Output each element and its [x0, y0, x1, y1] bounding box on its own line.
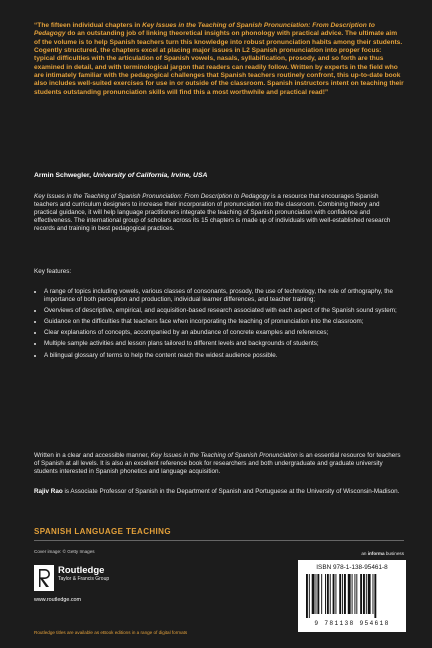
- barcode-number: 9 781138 954618: [314, 620, 390, 627]
- closing-book-title: Key Issues in the Teaching of Spanish Pronunciation: [150, 452, 298, 459]
- barcode-stripe: [335, 574, 336, 614]
- publisher-block: [58, 566, 109, 583]
- barcode-stripe: [312, 574, 315, 614]
- barcode-stripe: [321, 574, 322, 614]
- barcode-stripe: [344, 574, 346, 614]
- endorser-name: Armin Schwegler,: [34, 172, 93, 179]
- barcode-stripe: [325, 574, 326, 614]
- barcode-stripe: [306, 574, 308, 618]
- endorsement-quote: [34, 22, 404, 97]
- author-bio: [34, 488, 404, 496]
- routledge-r-logo-icon: [34, 565, 54, 591]
- ebook-footer-note: Routledge titles are available as eBook editions in a range of digital formats: [34, 630, 188, 635]
- informa-prefix: an: [361, 551, 368, 556]
- barcode-stripe: [360, 574, 362, 614]
- isbn-label: ISBN 978-1-138-95461-8: [316, 564, 388, 571]
- key-feature-item: • A range of topics including vowels, various classes of consonants, prosody, the use of technology, the role of orthography, the importance of both perception and production, individual learner differences, and teacher training;: [44, 288, 414, 304]
- closing-paragraph: [34, 452, 404, 476]
- endorsement-text-rest: do an outstanding job of linking theoretical insights on phonology with practical advice. The ultimate aim of the volume is to help Spanish teachers turn this knowledge into robust pronunciation habits among their students. Cogently structured, the chapters excel at placing major issues in L2 Spanish pronunciation into proper focus: typical difficulties with the articulation of Spanish vowels, nasals, syllabification, prosody, and so forth are thus examined in detail, and with terminological jargon that readers can readily follow. Written by experts in the field who are intimately familiar with the pedagogical challenges that Spanish teachers routinely confront, this up-to-date book also includes well-suited exercises for use in or outside of the classroom. Spanish instructors intent on teaching their students outstanding pronunciation skills will find this a most worthwhile and practical read!”: [34, 30, 404, 96]
- endorsement-attribution: [34, 172, 404, 179]
- endorsement-book-title: Key Issues in the Teaching of Spanish Pronunciation: From Description to Pedagogy: [34, 22, 375, 38]
- book-description: [34, 193, 404, 233]
- key-feature-item: • Multiple sample activities and lesson plans tailored to different levels and backgrounds of students;: [44, 340, 414, 348]
- publisher-group: Taylor & Francis Group: [58, 576, 110, 582]
- barcode-stripe: [368, 574, 371, 614]
- divider: [34, 540, 404, 541]
- closing-text-start: Written in a clear and accessible manner,: [34, 452, 151, 459]
- barcode-stripe: [373, 574, 374, 614]
- key-feature-item: • Overviews of descriptive, empirical, and acquisition-based research associated with each aspect of the Spanish sound system;: [44, 307, 414, 315]
- barcode-stripe: [327, 574, 329, 614]
- barcode-panel: [298, 560, 406, 632]
- author-bio-text: is Associate Professor of Spanish in the Department of Spanish and Portuguese at the University of Wisconsin-Madison.: [62, 488, 400, 495]
- key-features-list: [34, 288, 414, 363]
- key-features-heading: Key features:: [34, 268, 72, 275]
- barcode-stripe: [339, 574, 341, 614]
- key-feature-item: • Guidance on the difficulties that teachers face when incorporating the teaching of pronunciation into the classroom;: [44, 318, 414, 326]
- barcode-stripe: [352, 574, 353, 614]
- series-name: SPANISH LANGUAGE TEACHING: [34, 527, 171, 536]
- informa-brand: informa: [367, 551, 385, 556]
- endorsement-text-start: “The fifteen individual chapters in: [34, 22, 143, 29]
- informa-tagline: [361, 551, 404, 556]
- key-feature-item: • Clear explanations of concepts, accompanied by an abundance of concrete examples and references;: [44, 329, 414, 337]
- barcode-stripe: [374, 574, 376, 618]
- endorser-affiliation: University of California, Irvine, USA: [92, 172, 208, 179]
- barcode-stripe: [333, 574, 335, 614]
- barcode-stripe: [330, 574, 331, 614]
- author-name: Rajiv Rao: [34, 488, 63, 495]
- publisher-name: Routledge: [58, 565, 105, 576]
- publisher-website[interactable]: www.routledge.com: [34, 597, 82, 603]
- cover-image-credit: Cover image: © Getty Images: [34, 549, 95, 554]
- barcode-stripe: [366, 574, 367, 614]
- description-text: is a resource that encourages Spanish teachers and curriculum designers to increase their incorporation of pronunciation into the classroom. Combining theory and practical guidance, it will help language practitioners integrate the teaching of Spanish pronunciation with confidence and effectiveness. The international group of scholars across its 15 chapters is made up of individuals with well-established research records and training in best pedagogical practices.: [34, 193, 391, 233]
- barcode-icon: [304, 574, 400, 618]
- barcode-stripe: [316, 574, 317, 614]
- barcode-stripe: [309, 574, 310, 618]
- key-feature-item: • A bilingual glossary of terms to help the content reach the widest audience possible.: [44, 352, 414, 360]
- barcode-stripe: [356, 574, 357, 614]
- barcode-stripe: [354, 574, 355, 614]
- barcode-stripe: [342, 574, 343, 614]
- barcode-stripe: [317, 574, 319, 614]
- barcode-stripe: [363, 574, 365, 614]
- barcode-stripe: [348, 574, 351, 614]
- closing-text-rest: is an essential resource for teachers of Spanish at all levels. It is also an excellent reference book for researchers and both undergraduate and graduate university students interested in Spanish phonetics and language acquisition.: [34, 452, 401, 476]
- informa-suffix: business: [384, 551, 404, 556]
- description-book-title: Key Issues in the Teaching of Spanish Pronunciation: From Description to Pedagogy: [34, 193, 270, 200]
